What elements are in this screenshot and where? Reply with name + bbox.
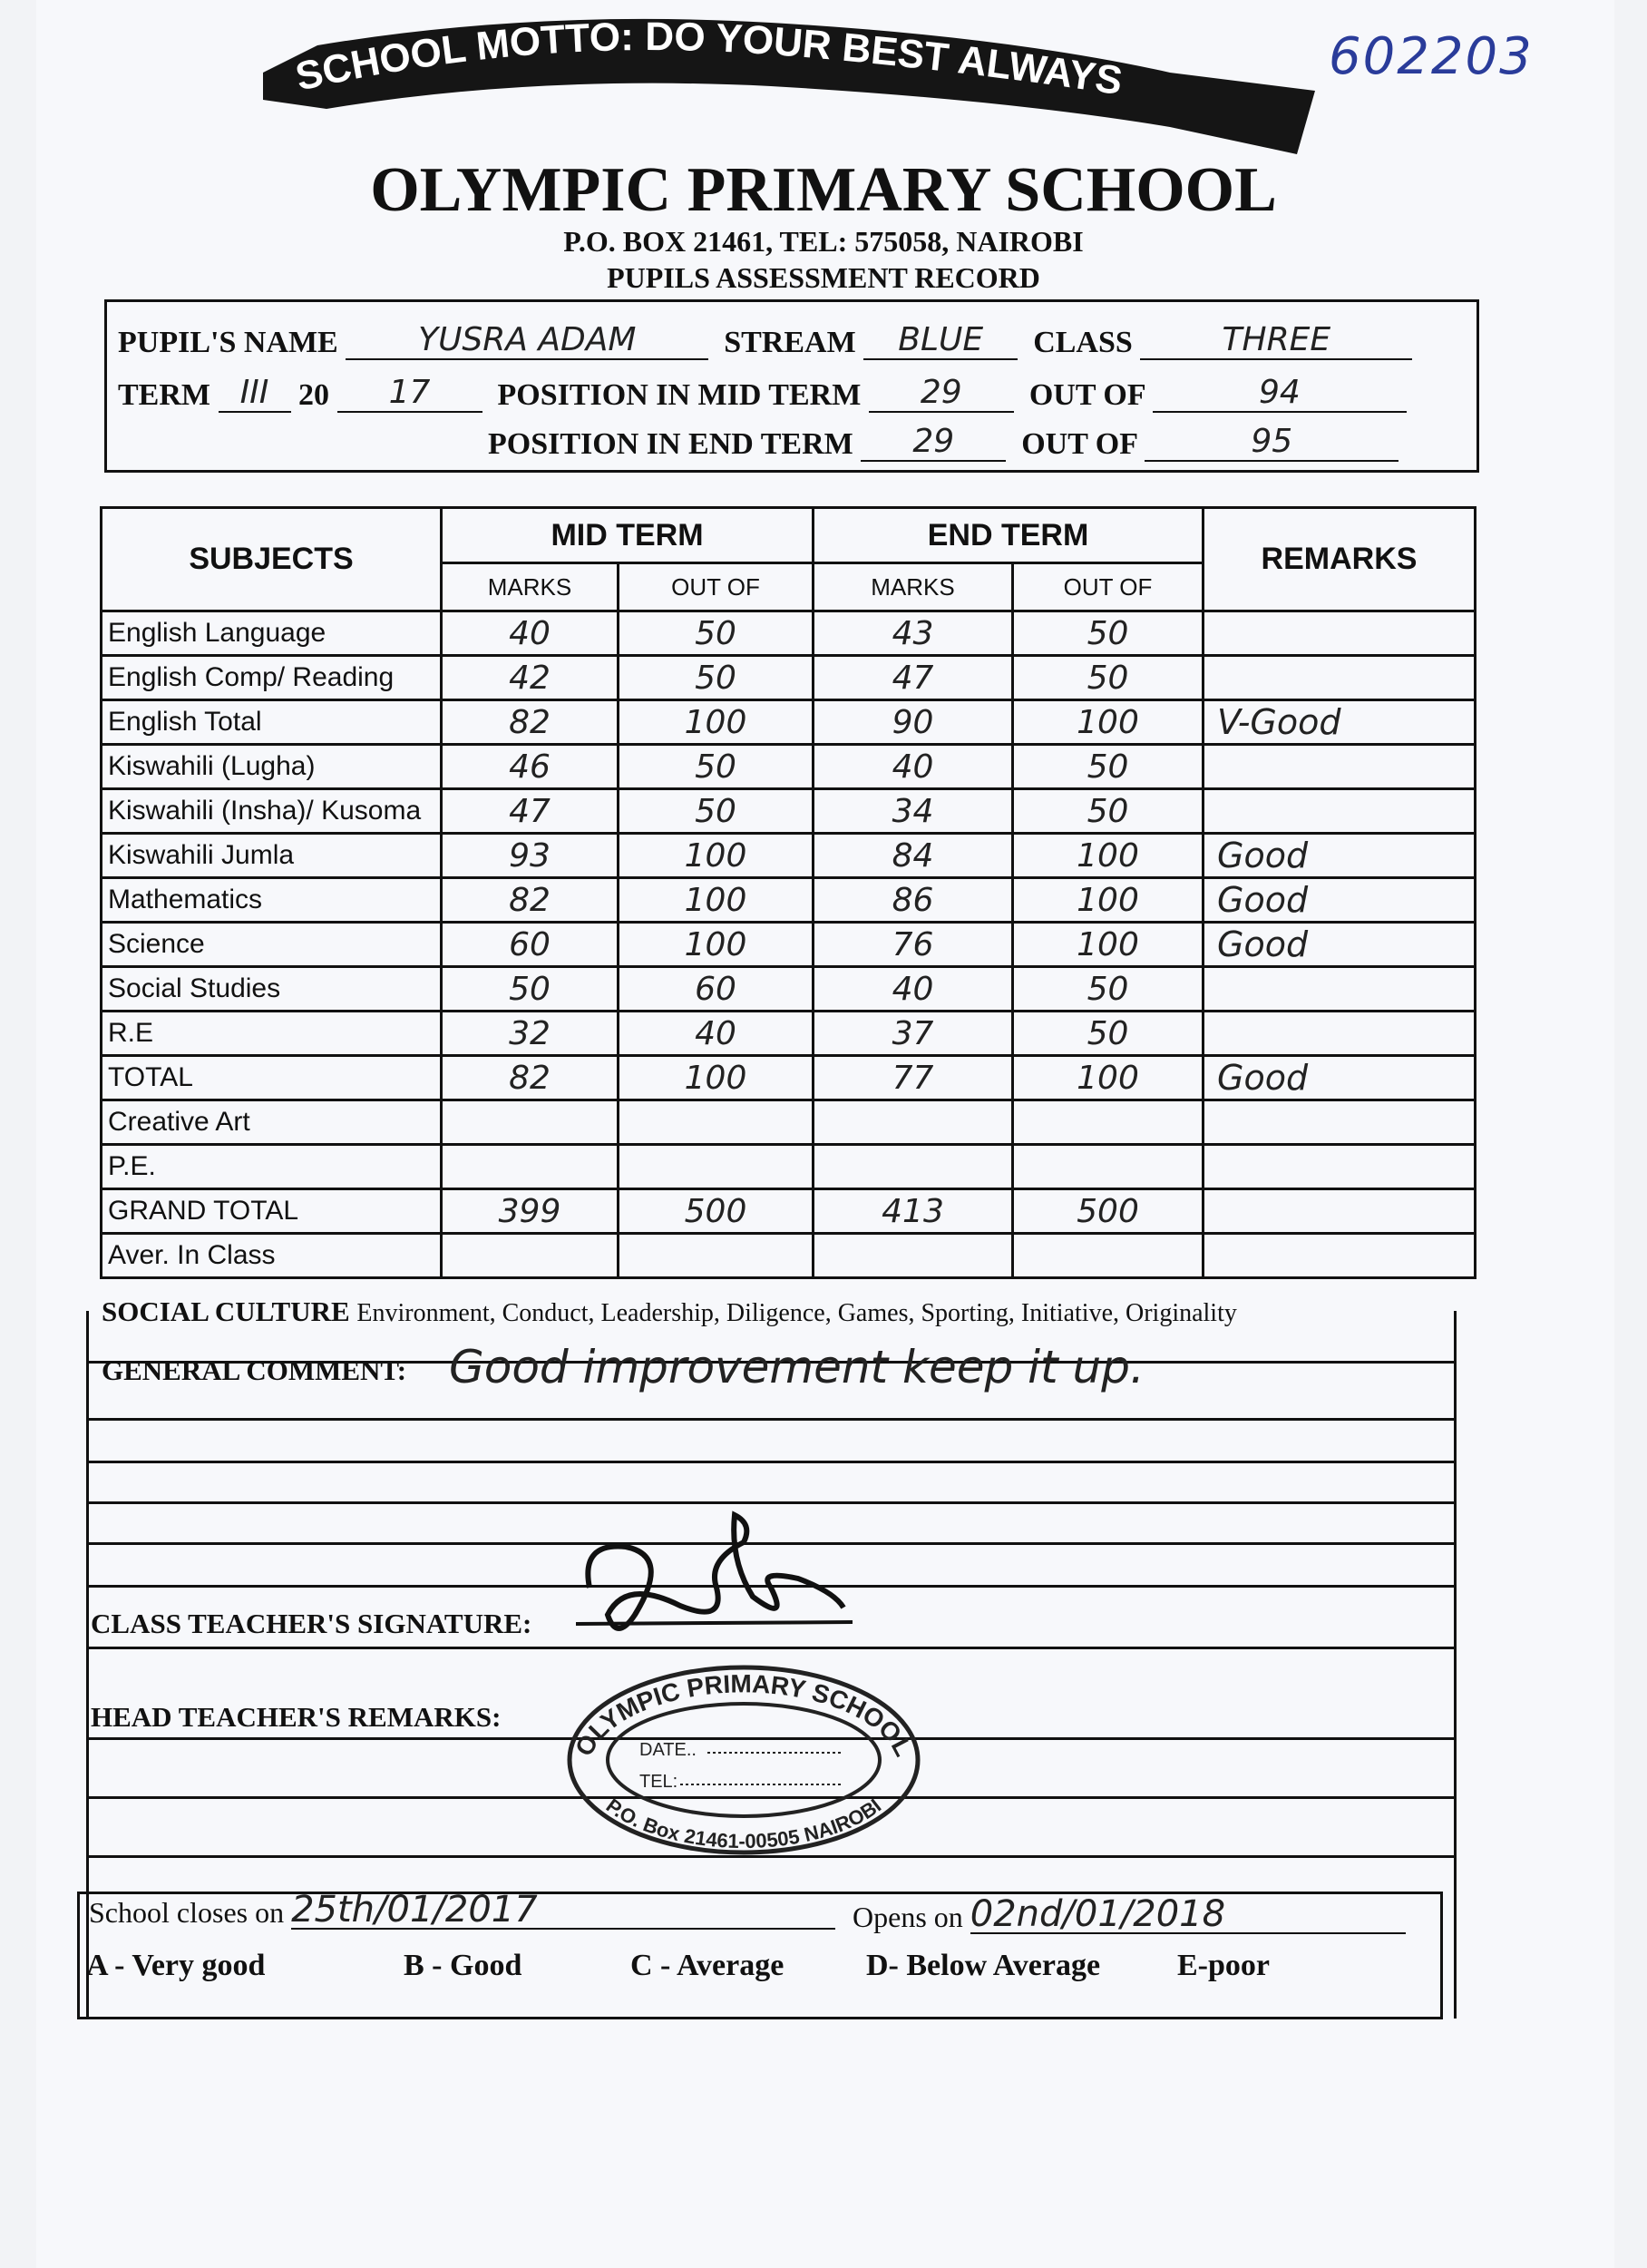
end-out-of-cell: 500 xyxy=(1013,1189,1204,1234)
subject-cell: Social Studies xyxy=(102,967,442,1012)
remark-cell: Good xyxy=(1204,923,1476,967)
remark-cell xyxy=(1204,967,1476,1012)
stream-label: STREAM xyxy=(724,326,856,359)
stamp-tel-label: TEL: xyxy=(639,1772,678,1792)
table-row xyxy=(102,789,1476,834)
rule xyxy=(89,1501,1454,1504)
pupil-name-value: YUSRA ADAM xyxy=(346,322,708,360)
end-out-of-cell: 50 xyxy=(1013,656,1204,700)
remarks-header: REMARKS xyxy=(1204,508,1476,611)
mid-marks-cell: 47 xyxy=(442,789,619,834)
remark-cell xyxy=(1204,1100,1476,1145)
subject-cell: Kiswahili (Insha)/ Kusoma xyxy=(102,789,442,834)
pupil-info-box xyxy=(104,299,1479,473)
mid-marks-cell: 399 xyxy=(442,1189,619,1234)
subject-cell: Aver. In Class xyxy=(102,1234,442,1278)
end-marks-cell xyxy=(814,1145,1013,1189)
social-culture-items: Environment, Conduct, Leadership, Diligence, Games, Sporting, Initiative, Originality xyxy=(356,1299,1237,1327)
school-closes-value: 25th/01/2017 xyxy=(291,1892,835,1930)
end-marks-cell xyxy=(814,1234,1013,1278)
mid-out-of-cell: 100 xyxy=(619,834,814,878)
rule xyxy=(89,1461,1454,1463)
end-position-value: 29 xyxy=(861,424,1006,462)
mid-out-of-cell: 100 xyxy=(619,700,814,745)
mid-marks-cell: 82 xyxy=(442,878,619,923)
table-row xyxy=(102,1056,1476,1100)
head-teacher-remarks-label: HEAD TEACHER'S REMARKS: xyxy=(91,1701,502,1733)
grade-a: A - Very good xyxy=(86,1949,266,1982)
end-out-of-cell xyxy=(1013,1234,1204,1278)
class-value: THREE xyxy=(1140,322,1412,360)
mid-marks-cell xyxy=(442,1234,619,1278)
mid-out-of-cell: 40 xyxy=(619,1012,814,1056)
subjects-header: SUBJECTS xyxy=(102,508,442,611)
school-closes-row xyxy=(89,1889,835,1931)
end-marks-cell: 77 xyxy=(814,1056,1013,1100)
subject-cell: P.E. xyxy=(102,1145,442,1189)
end-out-of-cell: 50 xyxy=(1013,611,1204,656)
record-title: PUPILS ASSESSMENT RECORD xyxy=(607,261,1040,294)
end-marks-cell: 90 xyxy=(814,700,1013,745)
remark-cell: V-Good xyxy=(1204,700,1476,745)
end-marks-cell: 84 xyxy=(814,834,1013,878)
mid-out-of-cell: 500 xyxy=(619,1189,814,1234)
marks-table xyxy=(100,506,1476,1279)
remark-cell xyxy=(1204,1012,1476,1056)
mid-marks-cell: 60 xyxy=(442,923,619,967)
end-marks-cell: 40 xyxy=(814,745,1013,789)
end-marks-cell: 86 xyxy=(814,878,1013,923)
end-out-of-cell: 50 xyxy=(1013,967,1204,1012)
end-marks-cell: 47 xyxy=(814,656,1013,700)
table-row xyxy=(102,611,1476,656)
mid-out-of-cell xyxy=(619,1100,814,1145)
subject-cell: Mathematics xyxy=(102,878,442,923)
mid-marks-cell: 50 xyxy=(442,967,619,1012)
svg-text:OLYMPIC PRIMARY SCHOOL xyxy=(570,1669,918,1761)
end-marks-cell: 76 xyxy=(814,923,1013,967)
end-out-of-cell: 50 xyxy=(1013,1012,1204,1056)
signature-mark xyxy=(571,1506,862,1651)
subject-cell: GRAND TOTAL xyxy=(102,1189,442,1234)
end-out-of-header: OUT OF xyxy=(1013,563,1204,611)
mid-position-value: 29 xyxy=(869,375,1014,413)
marks-table-body xyxy=(102,611,1476,1278)
mid-out-of-label: OUT OF xyxy=(1028,378,1145,412)
end-out-of-cell xyxy=(1013,1145,1204,1189)
mid-marks-cell: 82 xyxy=(442,1056,619,1100)
motto-text: SCHOOL MOTTO: DO YOUR BEST ALWAYS xyxy=(291,18,1126,104)
end-out-of-cell: 100 xyxy=(1013,878,1204,923)
table-row xyxy=(102,656,1476,700)
stamp-bottom-text: P.O. Box 21461-00505 NAIROBI xyxy=(601,1794,886,1853)
stamp-top-text: OLYMPIC PRIMARY SCHOOL xyxy=(569,1669,919,1761)
subject-cell: Science xyxy=(102,923,442,967)
mid-marks-cell: 42 xyxy=(442,656,619,700)
subject-cell: English Total xyxy=(102,700,442,745)
opens-on-value: 02nd/01/2018 xyxy=(970,1896,1406,1934)
document-number: 602203 xyxy=(1329,27,1534,86)
info-row-1 xyxy=(118,322,1412,360)
mid-out-of-cell: 60 xyxy=(619,967,814,1012)
class-teacher-signature-label: CLASS TEACHER'S SIGNATURE: xyxy=(91,1608,532,1639)
info-row-3 xyxy=(488,424,1398,462)
mid-marks-cell: 40 xyxy=(442,611,619,656)
mid-marks-cell: 46 xyxy=(442,745,619,789)
mid-out-of-cell xyxy=(619,1145,814,1189)
remark-cell: Good xyxy=(1204,1056,1476,1100)
mid-out-of-cell: 50 xyxy=(619,789,814,834)
end-marks-cell: 34 xyxy=(814,789,1013,834)
end-marks-cell xyxy=(814,1100,1013,1145)
mid-marks-header: MARKS xyxy=(442,563,619,611)
school-closes-label: School closes on xyxy=(89,1896,285,1929)
mid-out-of-value: 94 xyxy=(1153,375,1407,413)
subject-cell: TOTAL xyxy=(102,1056,442,1100)
end-out-of-cell: 50 xyxy=(1013,789,1204,834)
end-out-of-cell xyxy=(1013,1100,1204,1145)
rule xyxy=(89,1418,1454,1421)
end-out-of-cell: 50 xyxy=(1013,745,1204,789)
pupil-name-label: PUPIL'S NAME xyxy=(118,326,338,359)
mid-marks-cell: 82 xyxy=(442,700,619,745)
svg-text:P.O. Box 21461-00505 NAIROBI xyxy=(602,1794,885,1853)
mid-out-of-header: OUT OF xyxy=(619,563,814,611)
end-marks-cell: 413 xyxy=(814,1189,1013,1234)
motto-banner xyxy=(263,18,1315,154)
subject-cell: R.E xyxy=(102,1012,442,1056)
class-label: CLASS xyxy=(1033,326,1133,359)
mid-marks-cell: 32 xyxy=(442,1012,619,1056)
end-out-of-cell: 100 xyxy=(1013,1056,1204,1100)
mid-marks-cell xyxy=(442,1100,619,1145)
school-stamp xyxy=(562,1660,925,1860)
table-row xyxy=(102,1100,1476,1145)
grade-b: B - Good xyxy=(404,1949,522,1982)
mid-out-of-cell: 50 xyxy=(619,656,814,700)
grade-e: E-poor xyxy=(1177,1949,1270,1982)
term-value: III xyxy=(219,375,291,413)
grade-c: C - Average xyxy=(630,1949,785,1982)
subject-cell: English Comp/ Reading xyxy=(102,656,442,700)
remark-cell xyxy=(1204,1234,1476,1278)
mid-out-of-cell: 100 xyxy=(619,878,814,923)
end-out-of-cell: 100 xyxy=(1013,700,1204,745)
table-row xyxy=(102,967,1476,1012)
mid-out-of-cell: 100 xyxy=(619,923,814,967)
end-out-of-cell: 100 xyxy=(1013,923,1204,967)
table-row xyxy=(102,834,1476,878)
stream-value: BLUE xyxy=(863,322,1018,360)
subject-cell: Kiswahili (Lugha) xyxy=(102,745,442,789)
remark-cell xyxy=(1204,656,1476,700)
grade-d: D- Below Average xyxy=(866,1949,1101,1982)
stamp-date-label: DATE.. xyxy=(639,1740,697,1760)
mid-out-of-cell: 100 xyxy=(619,1056,814,1100)
term-label: TERM xyxy=(118,378,210,412)
remark-cell xyxy=(1204,745,1476,789)
remark-cell: Good xyxy=(1204,834,1476,878)
school-name: OLYMPIC PRIMARY SCHOOL xyxy=(370,155,1277,225)
subject-cell: English Language xyxy=(102,611,442,656)
school-address: P.O. BOX 21461, TEL: 575058, NAIROBI xyxy=(563,225,1084,258)
end-marks-header: MARKS xyxy=(814,563,1013,611)
mid-marks-cell: 93 xyxy=(442,834,619,878)
mid-position-label: POSITION IN MID TERM xyxy=(497,378,862,412)
mid-out-of-cell: 50 xyxy=(619,611,814,656)
table-row xyxy=(102,700,1476,745)
end-position-label: POSITION IN END TERM xyxy=(488,427,853,461)
mid-out-of-cell: 50 xyxy=(619,745,814,789)
social-culture-row xyxy=(102,1295,1237,1328)
subject-cell: Creative Art xyxy=(102,1100,442,1145)
remark-cell xyxy=(1204,789,1476,834)
remark-cell xyxy=(1204,611,1476,656)
table-row xyxy=(102,1012,1476,1056)
end-out-of-cell: 100 xyxy=(1013,834,1204,878)
social-culture-label: SOCIAL CULTURE xyxy=(102,1295,350,1327)
end-out-of-label: OUT OF xyxy=(1021,427,1137,461)
remark-cell: Good xyxy=(1204,878,1476,923)
table-row xyxy=(102,745,1476,789)
end-out-of-value: 95 xyxy=(1145,424,1398,462)
table-row xyxy=(102,1234,1476,1278)
general-comment-label: GENERAL COMMENT: xyxy=(102,1354,407,1386)
mid-term-header: MID TERM xyxy=(442,508,814,563)
opens-on-row xyxy=(853,1893,1406,1935)
end-term-header: END TERM xyxy=(814,508,1204,563)
remark-cell xyxy=(1204,1189,1476,1234)
info-row-2 xyxy=(118,375,1407,413)
table-row xyxy=(102,1145,1476,1189)
subject-cell: Kiswahili Jumla xyxy=(102,834,442,878)
year-prefix: 20 xyxy=(298,378,329,412)
table-row xyxy=(102,878,1476,923)
end-marks-cell: 37 xyxy=(814,1012,1013,1056)
end-marks-cell: 40 xyxy=(814,967,1013,1012)
table-row xyxy=(102,923,1476,967)
general-comment-value: Good improvement keep it up. xyxy=(449,1341,1145,1393)
end-marks-cell: 43 xyxy=(814,611,1013,656)
mid-out-of-cell xyxy=(619,1234,814,1278)
remark-cell xyxy=(1204,1145,1476,1189)
opens-on-label: Opens on xyxy=(853,1901,963,1933)
year-value: 17 xyxy=(337,375,482,413)
table-row xyxy=(102,1189,1476,1234)
mid-marks-cell xyxy=(442,1145,619,1189)
